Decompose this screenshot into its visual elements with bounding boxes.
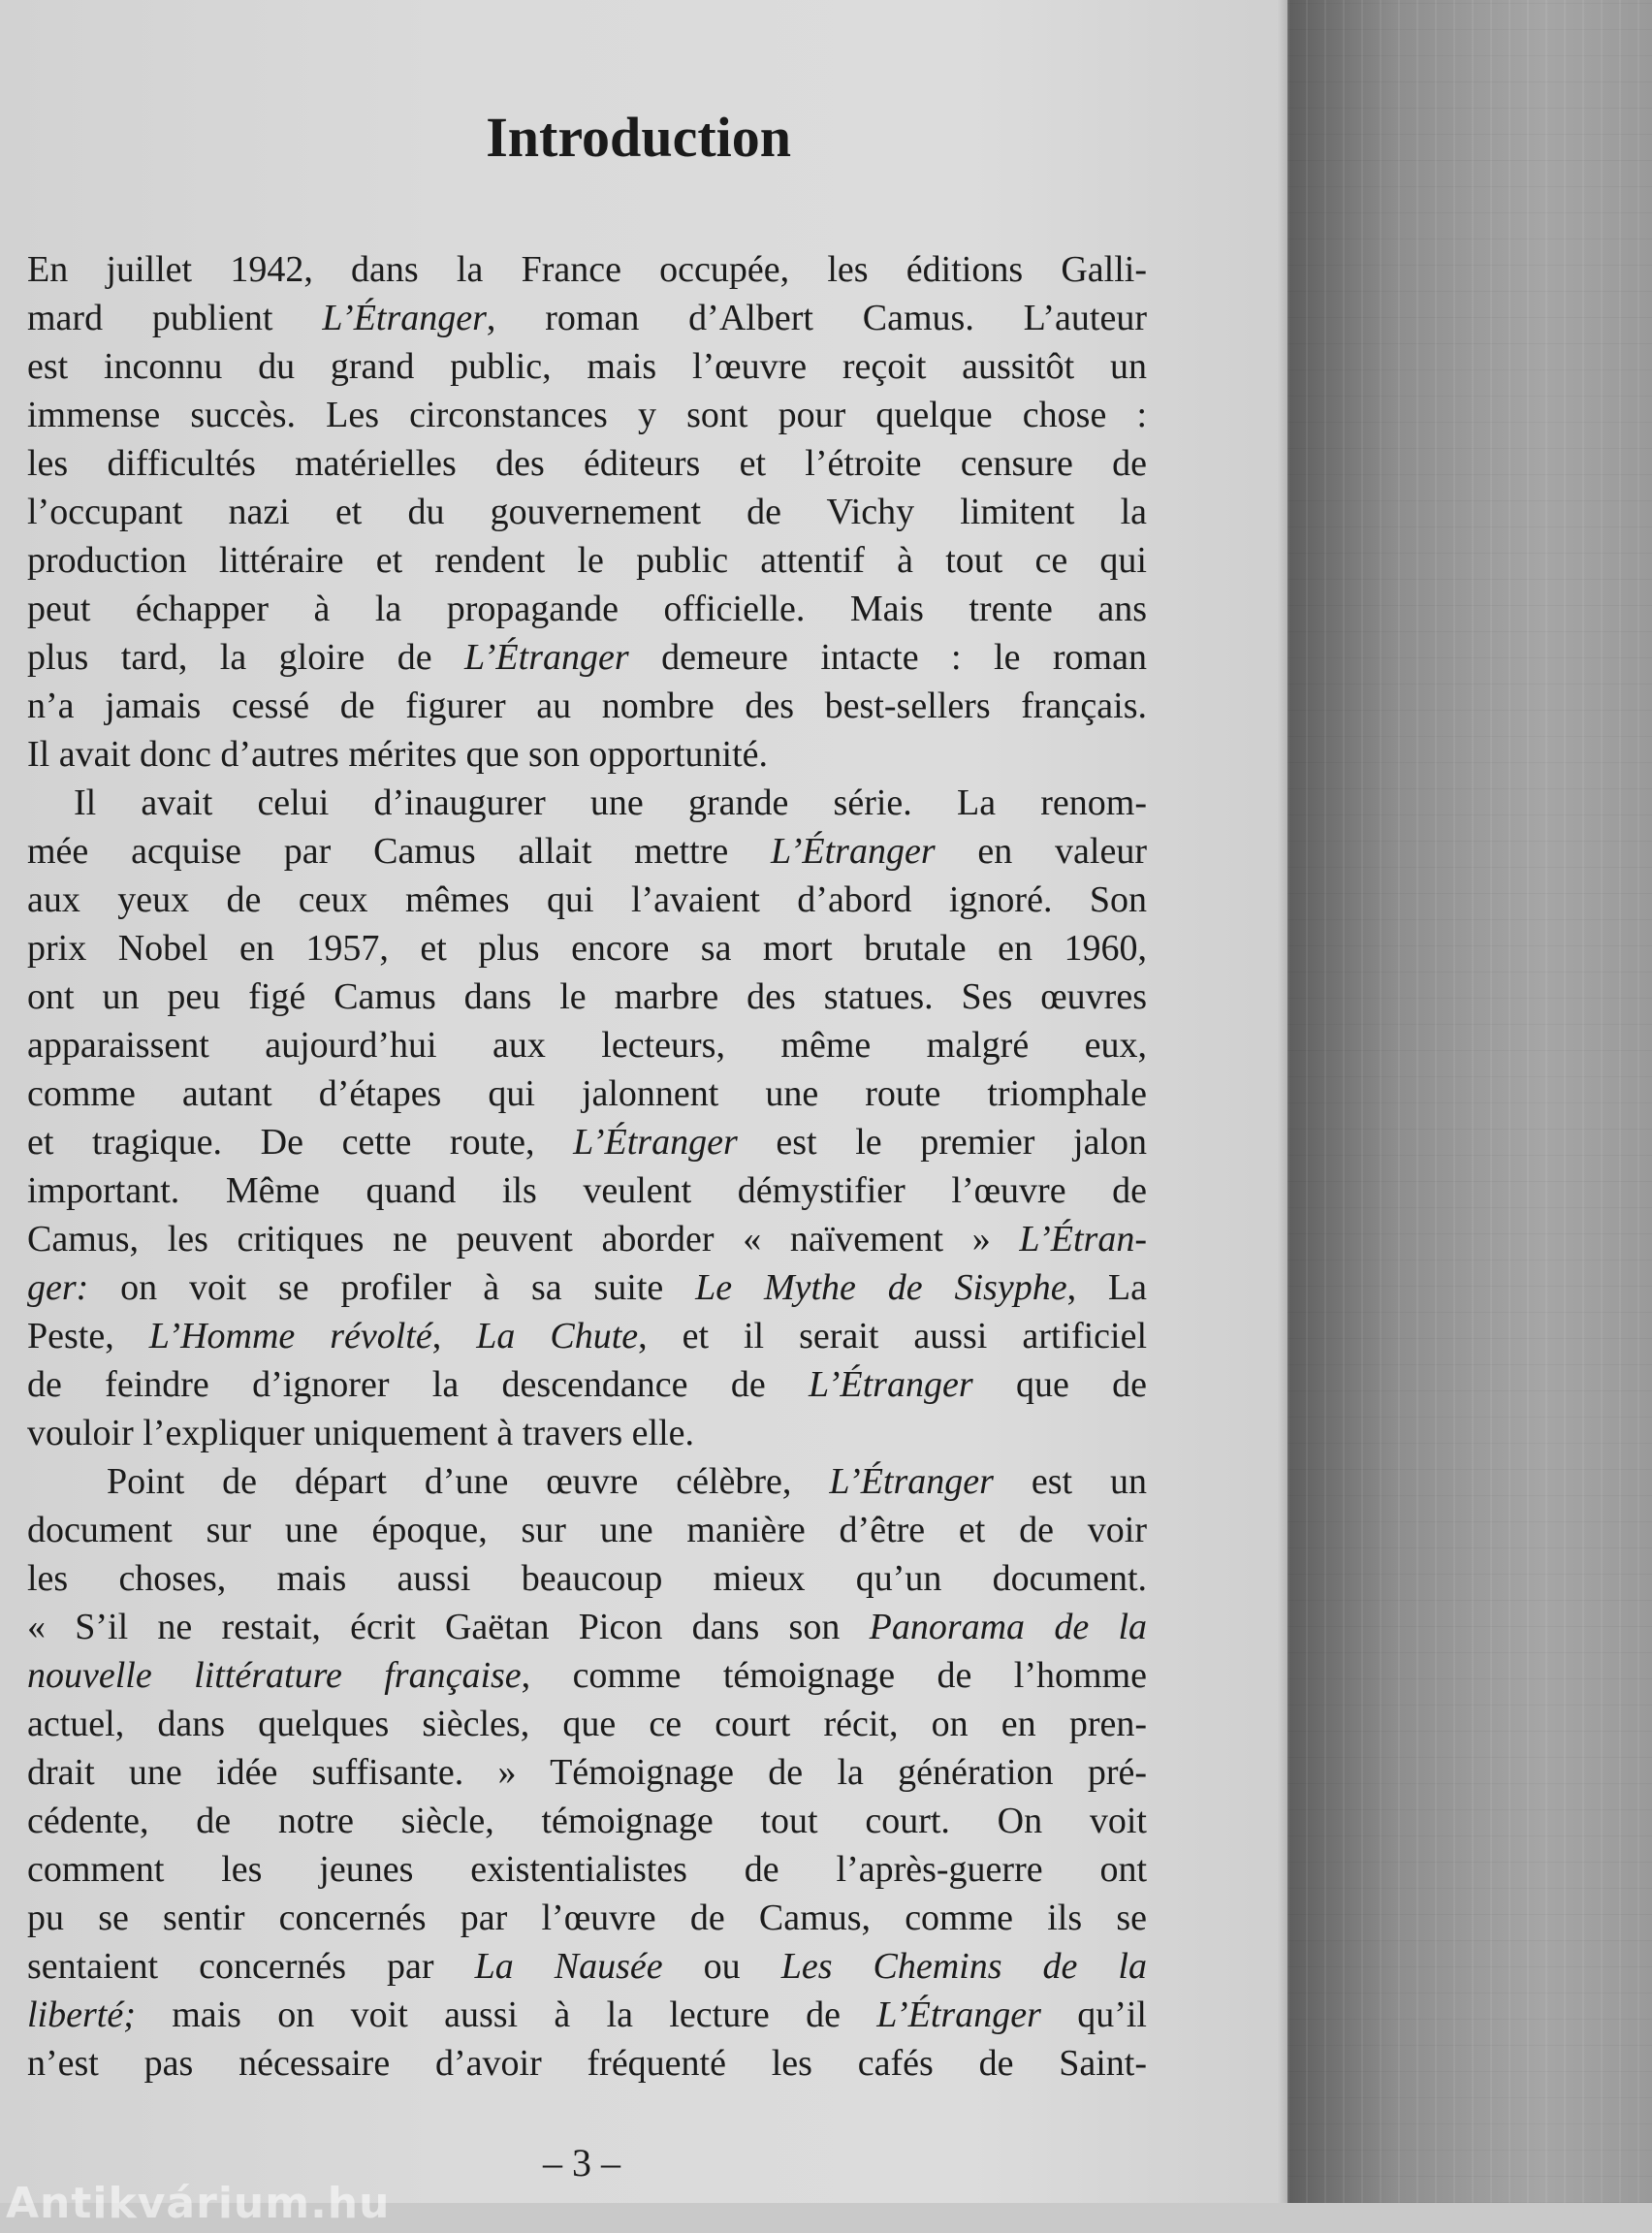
text-line: n’est pas nécessaire d’avoir fréquenté les cafés de Saint- [27, 2043, 1147, 2084]
text-line: comme autant d’étapes qui jalonnent une route triomphale [27, 1073, 1147, 1114]
text-line: Point de départ d’une œuvre célèbre, L’Étranger est un [107, 1461, 1147, 1502]
text-line: comment les jeunes existentialistes de l’après-guerre ont [27, 1849, 1147, 1890]
text-line: En juillet 1942, dans la France occupée, les éditions Galli- [27, 249, 1147, 290]
text-line: mard publient L’Étranger, roman d’Albert Camus. L’auteur [27, 298, 1147, 338]
text-line: ger: on voit se profiler à sa suite Le Mythe de Sisyphe, La [27, 1267, 1148, 1308]
watermark: Antikvárium.hu [6, 2179, 391, 2228]
text-line: « S’il ne restait, écrit Gaëtan Picon dans son Panorama de la [27, 1607, 1148, 1647]
text-line: et tragique. De cette route, L’Étranger est le premier jalon [27, 1122, 1147, 1163]
text-line: important. Même quand ils veulent démystifier l’œuvre de [27, 1170, 1147, 1211]
body-text [27, 245, 1147, 2088]
text-line: pu se sentir concernés par l’œuvre de Camus, comme ils se [27, 1898, 1147, 1938]
text-line: actuel, dans quelques siècles, que ce court récit, on en pren- [27, 1704, 1147, 1744]
text-line: Il avait donc d’autres mérites que son opportunité. [27, 734, 769, 775]
text-line: l’occupant nazi et du gouvernement de Vichy limitent la [27, 492, 1147, 532]
text-line: est inconnu du grand public, mais l’œuvre reçoit aussitôt un [27, 346, 1147, 387]
text-line: Peste, L’Homme révolté, La Chute, et il serait aussi artificiel [27, 1316, 1148, 1356]
text-line: drait une idée suffisante. » Témoignage de la génération pré- [27, 1752, 1147, 1793]
text-line: liberté; mais on voit aussi à la lecture de L’Étranger qu’il [27, 1994, 1147, 2035]
text-line: n’a jamais cessé de figurer au nombre des best-sellers français. [27, 686, 1147, 726]
text-line: aux yeux de ceux mêmes qui l’avaient d’abord ignoré. Son [27, 879, 1147, 920]
text-line: peut échapper à la propagande officielle. Mais trente ans [27, 589, 1147, 629]
background-wood-panel [1287, 0, 1652, 2203]
text-line: document sur une époque, sur une manière d’être et de voir [27, 1510, 1147, 1550]
text-line: Camus, les critiques ne peuvent aborder « naïvement » L’Étran- [27, 1219, 1147, 1260]
text-line: vouloir l’expliquer uniquement à travers elle. [27, 1413, 694, 1453]
text-line: plus tard, la gloire de L’Étranger demeure intacte : le roman [27, 637, 1147, 678]
text-line: mée acquise par Camus allait mettre L’Étranger en valeur [27, 831, 1147, 872]
text-line: apparaissent aujourd’hui aux lecteurs, même malgré eux, [27, 1025, 1147, 1066]
chapter-title: Introduction [486, 106, 791, 169]
text-line: les choses, mais aussi beaucoup mieux qu’un document. [27, 1558, 1147, 1599]
text-line: cédente, de notre siècle, témoignage tout court. On voit [27, 1801, 1147, 1841]
text-line: les difficultés matérielles des éditeurs et l’étroite censure de [27, 443, 1147, 484]
page-number: – 3 – [543, 2141, 620, 2185]
text-line: ont un peu figé Camus dans le marbre des statues. Ses œuvres [27, 976, 1147, 1017]
text-line: production littéraire et rendent le public attentif à tout ce qui [27, 540, 1147, 581]
text-line: sentaient concernés par La Nausée ou Les Chemins de la [27, 1946, 1147, 1987]
text-line: de feindre d’ignorer la descendance de L’Étranger que de [27, 1364, 1147, 1405]
text-line: Il avait celui d’inaugurer une grande série. La renom- [74, 782, 1147, 823]
text-line: prix Nobel en 1957, et plus encore sa mort brutale en 1960, [27, 928, 1147, 969]
text-line: nouvelle littérature française, comme témoignage de l’homme [27, 1655, 1147, 1696]
text-line: immense succès. Les circonstances y sont pour quelque chose : [27, 395, 1147, 435]
